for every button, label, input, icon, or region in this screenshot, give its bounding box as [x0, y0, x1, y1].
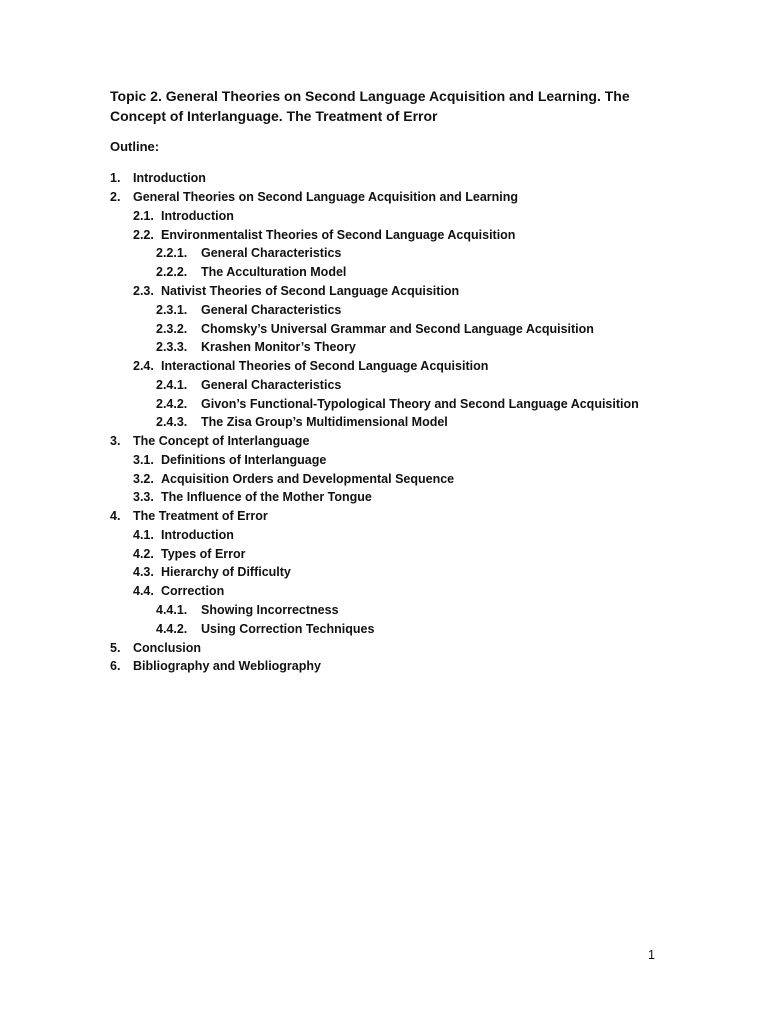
toc-item [110, 432, 710, 451]
toc-item-number: 2.4.3. [156, 415, 188, 430]
toc-item-text: Types of Error [161, 546, 246, 561]
toc-item-number: 4.4.1. [156, 602, 188, 617]
toc-item-text: Introduction [161, 208, 234, 223]
toc-item [110, 263, 710, 282]
toc-item-number: 2.2. [133, 227, 154, 242]
toc-item [110, 507, 710, 526]
toc-item-text: General Theories on Second Language Acquisition and Learning [133, 190, 519, 205]
toc-item-number: 2.4.1. [156, 377, 188, 392]
toc-item-number: 3.3. [133, 490, 154, 505]
toc-item-number: 1. [110, 171, 121, 186]
toc-item [110, 601, 710, 620]
toc-item [110, 657, 710, 676]
toc-item-number: 2.4. [133, 359, 154, 374]
toc-item-number: 3.2. [133, 471, 154, 486]
toc-item-number: 2.3.3. [156, 340, 188, 355]
toc-item [110, 207, 710, 226]
toc-item-text: Interactional Theories of Second Language Acquisition [161, 359, 489, 374]
toc-item-number: 5. [110, 640, 121, 655]
toc-item-text: Krashen Monitor’s Theory [201, 340, 356, 355]
toc-item-number: 3. [110, 434, 121, 449]
toc-item-number: 4.4. [133, 584, 154, 599]
toc-item-text: Bibliography and Webliography [133, 659, 321, 674]
toc-item-text: Correction [161, 584, 225, 599]
toc-item [110, 544, 710, 563]
toc-item [110, 225, 710, 244]
toc-item-text: Givon’s Functional-Typological Theory and Second Language Acquisition [201, 396, 639, 411]
toc-item-text: General Characteristics [201, 377, 342, 392]
toc-item-number: 4.1. [133, 527, 154, 542]
outline-label: Outline: [110, 139, 160, 154]
toc-item [110, 188, 710, 207]
toc-item-text: Showing Incorrectness [201, 602, 339, 617]
toc-item-text: Conclusion [133, 640, 202, 655]
toc-item [110, 282, 710, 301]
toc-item-text: The Acculturation Model [201, 265, 347, 280]
toc-item [110, 488, 710, 507]
toc-item-number: 3.1. [133, 452, 154, 467]
toc-item [110, 338, 710, 357]
toc-item [110, 375, 710, 394]
toc-item [110, 619, 710, 638]
toc-item-text: Acquisition Orders and Developmental Sequence [161, 471, 455, 486]
table-of-contents [110, 169, 710, 676]
toc-item-text: General Characteristics [201, 302, 342, 317]
toc-item-text: Environmentalist Theories of Second Language Acquisition [161, 227, 516, 242]
toc-item-number: 2.2.1. [156, 246, 188, 261]
toc-item [110, 638, 710, 657]
toc-item-text: Nativist Theories of Second Language Acquisition [161, 283, 460, 298]
toc-item [110, 357, 710, 376]
toc-item-number: 2.2.2. [156, 265, 188, 280]
toc-item-text: Hierarchy of Difficulty [161, 565, 291, 580]
toc-item-number: 2. [110, 190, 121, 205]
toc-item-text: Definitions of Interlanguage [161, 452, 327, 467]
toc-item-number: 2.3. [133, 283, 154, 298]
toc-item-text: The Concept of Interlanguage [133, 434, 310, 449]
toc-item-text: Using Correction Techniques [201, 621, 375, 636]
toc-item-text: The Influence of the Mother Tongue [161, 490, 372, 505]
toc-item [110, 469, 710, 488]
toc-item [110, 319, 710, 338]
toc-item [110, 526, 710, 545]
toc-item-text: Introduction [161, 527, 234, 542]
toc-item-text: The Treatment of Error [133, 509, 268, 524]
toc-item-number: 4.2. [133, 546, 154, 561]
toc-item [110, 582, 710, 601]
page-number: 1 [648, 948, 655, 962]
toc-item-number: 2.3.1. [156, 302, 188, 317]
toc-item-number: 2.3.2. [156, 321, 188, 336]
document-title: Topic 2. General Theories on Second Language Acquisition and Learning. The Concept of Interlanguage. The Treatment of Error [110, 88, 630, 124]
toc-item [110, 169, 710, 188]
toc-item [110, 300, 710, 319]
toc-item-number: 4.3. [133, 565, 154, 580]
toc-item [110, 413, 710, 432]
toc-item [110, 394, 710, 413]
toc-item [110, 450, 710, 469]
toc-item-text: The Zisa Group’s Multidimensional Model [201, 415, 448, 430]
toc-item-number: 2.1. [133, 208, 154, 223]
toc-item-number: 4.4.2. [156, 621, 188, 636]
toc-item-text: Introduction [133, 171, 206, 186]
toc-item-text: General Characteristics [201, 246, 342, 261]
toc-item-number: 4. [110, 509, 121, 524]
toc-item [110, 563, 710, 582]
toc-item-text: Chomsky’s Universal Grammar and Second Language Acquisition [201, 321, 594, 336]
toc-item-number: 6. [110, 659, 121, 674]
toc-item-number: 2.4.2. [156, 396, 188, 411]
toc-item [110, 244, 710, 263]
